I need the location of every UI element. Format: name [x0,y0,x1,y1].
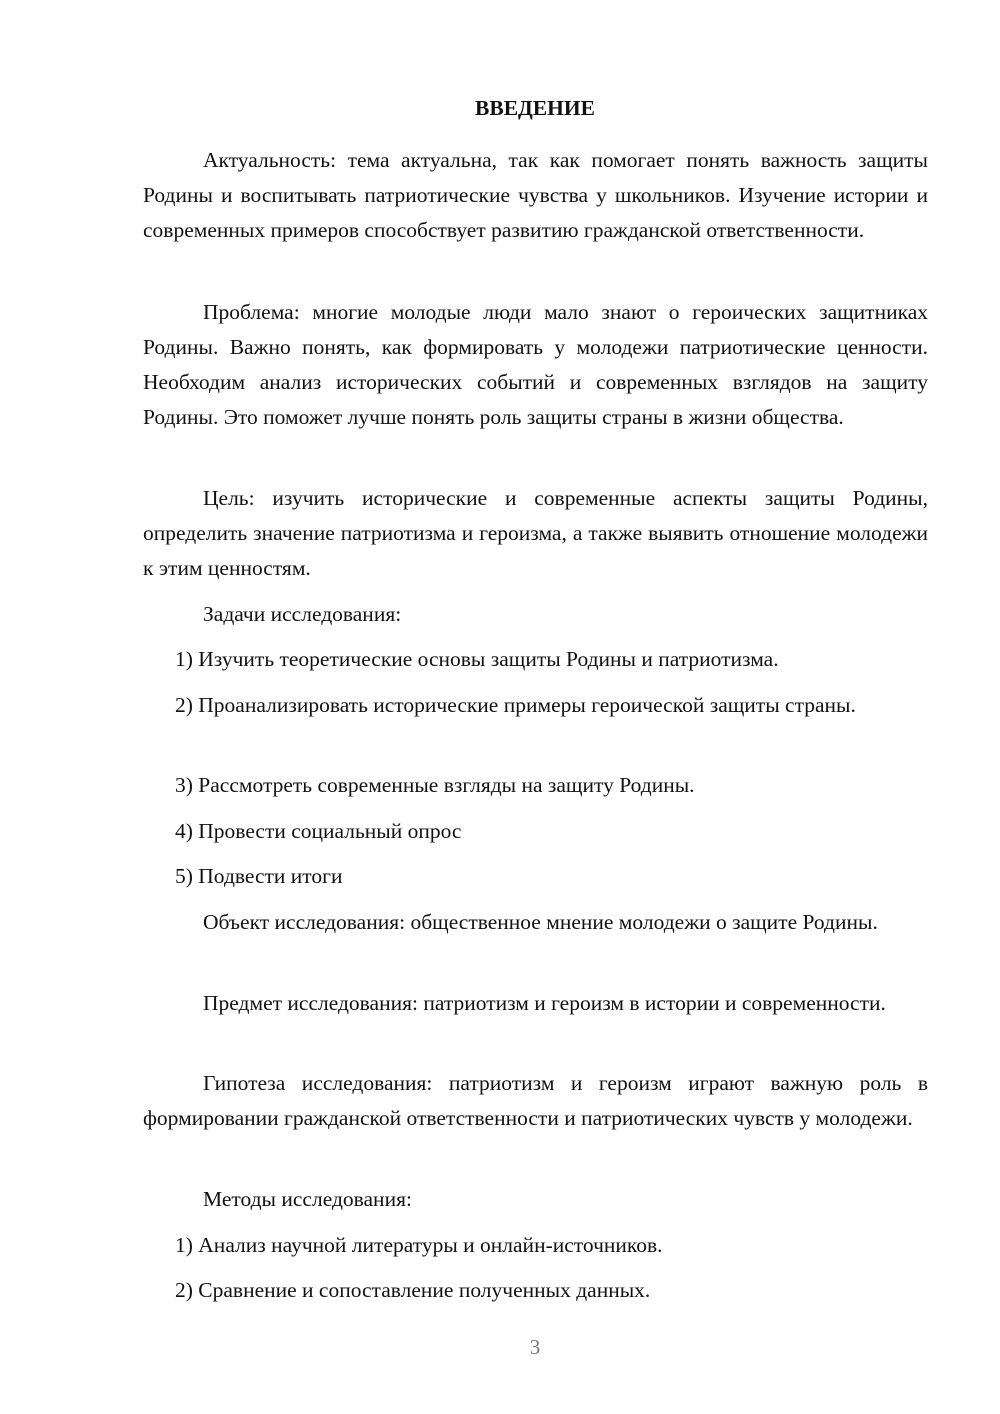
task-item: 1) Изучить теоретические основы защиты Родины и патриотизма. [175,647,779,671]
problem-paragraph: Проблема: многие молодые люди мало знают о героических защитниках Родины. Важно понять, как формировать у молодежи патриотические ценности. Необходим анализ исторических событий и современных взглядов на защиту Родины. Это поможет лучше понять роль защиты страны в жизни общества. [143,300,928,429]
method-item: 2) Сравнение и сопоставление полученных данных. [175,1278,651,1302]
tasks-title: Задачи исследования: [203,602,402,626]
goal-paragraph: Цель: изучить исторические и современные аспекты защиты Родины, определить значение патриотизма и героизма, а также выявить отношение молодежи к этим ценностям. [143,486,928,580]
task-item: 3) Рассмотреть современные взгляды на защиту Родины. [175,773,695,797]
page-number: 3 [529,1335,541,1359]
subject-paragraph: Предмет исследования: патриотизм и героизм в истории и современности. [203,991,886,1015]
page-heading: ВВЕДЕНИЕ [475,96,595,120]
hypothesis-paragraph: Гипотеза исследования: патриотизм и героизм играют важную роль в формировании гражданской ответственности и патриотических чувств у молодежи. [143,1071,928,1130]
task-item: 2) Проанализировать исторические примеры героической защиты страны. [175,693,856,717]
task-item: 4) Провести социальный опрос [175,819,462,843]
task-item: 5) Подвести итоги [175,864,343,888]
relevance-paragraph: Актуальность: тема актуальна, так как помогает понять важность защиты Родины и воспитывать патриотические чувства у школьников. Изучение истории и современных примеров способствует развитию гражданской ответственности. [143,148,928,242]
object-paragraph: Объект исследования: общественное мнение молодежи о защите Родины. [203,910,878,934]
method-item: 1) Анализ научной литературы и онлайн-источников. [175,1233,663,1257]
methods-title: Методы исследования: [203,1187,412,1211]
